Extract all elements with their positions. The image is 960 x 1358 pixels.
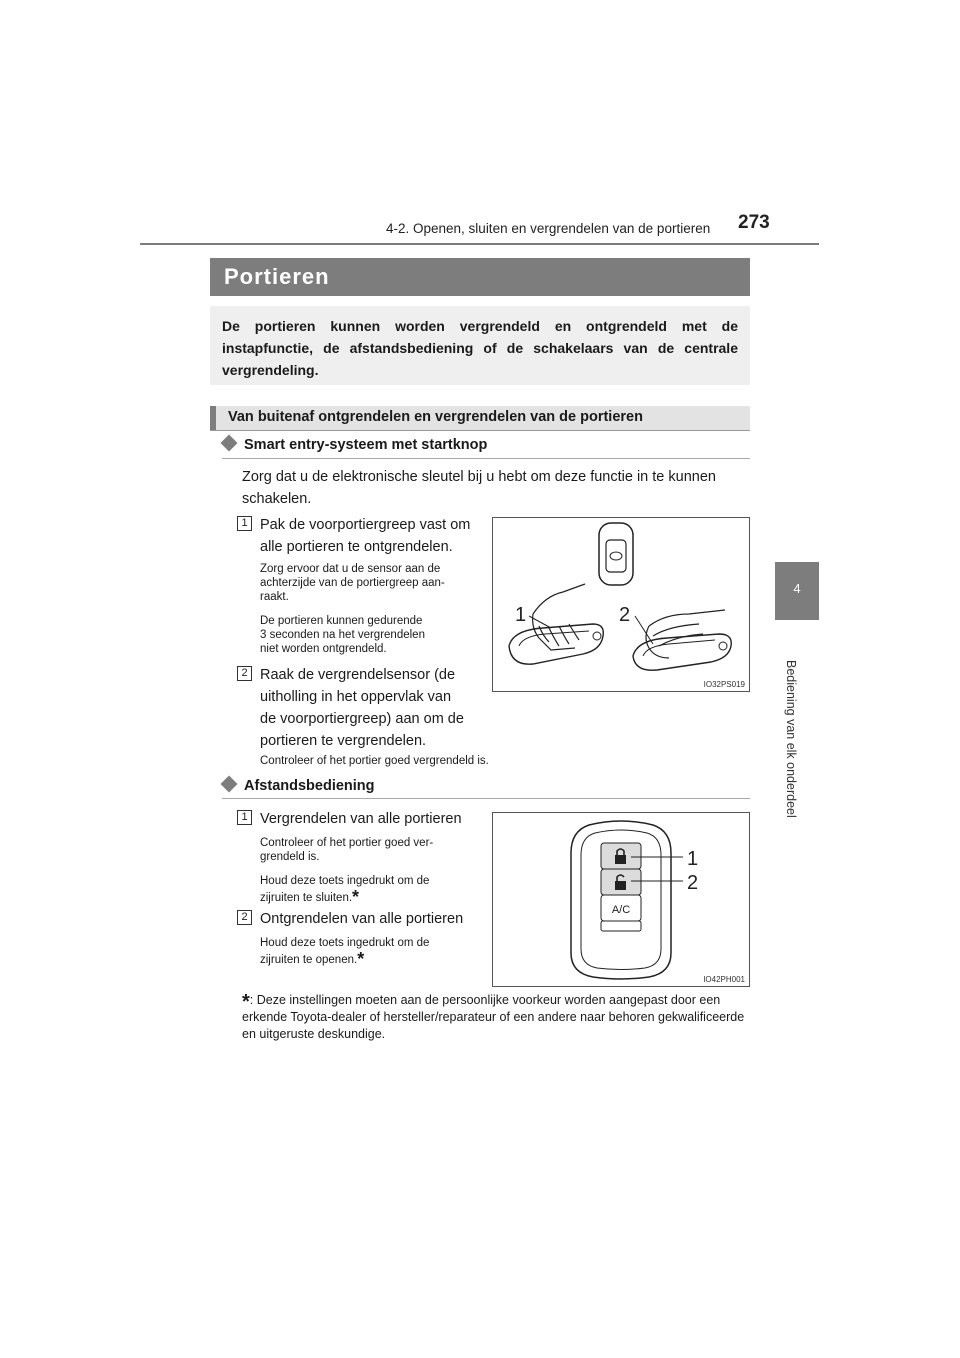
smart-entry-note-1-line-3: raakt. xyxy=(260,591,289,603)
subsection-divider xyxy=(210,430,750,431)
item-number-badge: 1 xyxy=(237,810,252,825)
remote-note-3-line-1: Houd deze toets ingedrukt om de xyxy=(260,937,430,949)
smart-entry-note-1-line-1: Zorg ervoor dat u de sensor aan de xyxy=(260,563,441,575)
smart-entry-note-2-line-2: 3 seconden na het vergrendelen xyxy=(260,629,425,641)
smart-entry-item-2-note: Controleer of het portier goed vergrendeld is. xyxy=(260,755,489,767)
diamond-bullet-icon xyxy=(221,776,238,793)
smart-entry-divider xyxy=(222,458,750,459)
item-number-badge: 1 xyxy=(237,516,252,531)
remote-note-2-line-1: Houd deze toets ingedrukt om de xyxy=(260,875,430,887)
page-title: Portieren xyxy=(210,258,750,296)
footnote-text: : Deze instellingen moeten aan de persoonlijke voorkeur worden aangepast door een erkende Toyota-dealer of hersteller/reparateur of een andere naar behoren gekwalificeerde en uitgeruste deskundige. xyxy=(242,993,745,1041)
smart-entry-item-2-line-2: uitholling in het oppervlak van xyxy=(260,689,452,705)
intro-summary: De portieren kunnen worden vergrendeld en ontgrendeld met de instapfunctie, de afstandsbediening of de schakelaars van de centrale vergrendeling. xyxy=(210,306,750,385)
smart-entry-item-2-line-1: Raak de vergrendelsensor (de xyxy=(260,667,456,683)
smart-entry-intro-line-1: Zorg dat u de elektronische sleutel bij u hebt om deze functie in te kunnen xyxy=(242,469,716,485)
remote-note-2-line-2: zijruiten te sluiten.* xyxy=(260,887,360,907)
subsection-title: Van buitenaf ontgrendelen en vergrendelen van de portieren xyxy=(210,406,750,430)
remote-item-2-text: Ontgrendelen van alle portieren xyxy=(260,911,464,927)
smart-entry-intro-line-2: schakelen. xyxy=(242,491,312,507)
diamond-bullet-icon xyxy=(221,435,238,452)
svg-text:2: 2 xyxy=(687,872,699,894)
remote-note-1-line-2: grendeld is. xyxy=(260,851,320,863)
item-number-badge: 2 xyxy=(237,910,252,925)
remote-note-1-line-1: Controleer of het portier goed ver- xyxy=(260,837,434,849)
smart-entry-heading: Smart entry-systeem met startknop xyxy=(222,437,487,453)
smart-entry-item-1-line-1: Pak de voorportiergreep vast om xyxy=(260,517,471,533)
footnote xyxy=(242,990,750,1043)
page-number: 273 xyxy=(738,212,770,233)
smart-key-icon xyxy=(599,523,633,585)
ac-key-label: A/C xyxy=(611,904,631,916)
remote-key-illustration xyxy=(493,813,749,986)
smart-entry-note-2-line-3: niet worden ontgrendeld. xyxy=(260,643,387,655)
remote-key-figure xyxy=(492,812,750,987)
svg-text:1: 1 xyxy=(515,604,527,626)
remote-divider xyxy=(222,798,750,799)
remote-item-1-text: Vergrendelen van alle portieren xyxy=(260,811,462,827)
hand-touch-sensor-icon xyxy=(633,610,731,670)
smart-entry-item-2-line-4: portieren te vergrendelen. xyxy=(260,733,427,749)
smart-entry-item-2-line-3: de voorportiergreep) aan om de xyxy=(260,711,464,727)
running-header: 4-2. Openen, sluiten en vergrendelen van de portieren xyxy=(386,221,711,236)
header-divider xyxy=(140,243,819,245)
smart-entry-item-1-line-2: alle portieren te ontgrendelen. xyxy=(260,539,453,555)
svg-text:2: 2 xyxy=(619,604,631,626)
svg-text:1: 1 xyxy=(687,848,699,870)
smart-entry-note-1-line-2: achterzijde van de portiergreep aan- xyxy=(260,577,445,589)
remote-note-3-line-2: zijruiten te openen.* xyxy=(260,949,365,969)
item-number-badge: 2 xyxy=(237,666,252,681)
door-handle-figure xyxy=(492,517,750,692)
figure-code: IO42PH001 xyxy=(703,975,745,984)
footnote-marker: * xyxy=(242,991,250,1013)
chapter-tab: 4 xyxy=(775,562,819,620)
electronic-key-icon xyxy=(571,821,671,979)
callout-2 xyxy=(619,604,653,644)
door-handle-illustration xyxy=(493,518,749,691)
smart-entry-note-2-line-1: De portieren kunnen gedurende xyxy=(260,615,423,627)
figure-code: IO32PS019 xyxy=(703,680,745,689)
chapter-label: Bediening van elk onderdeel xyxy=(784,660,798,818)
remote-heading: Afstandsbediening xyxy=(222,778,375,794)
